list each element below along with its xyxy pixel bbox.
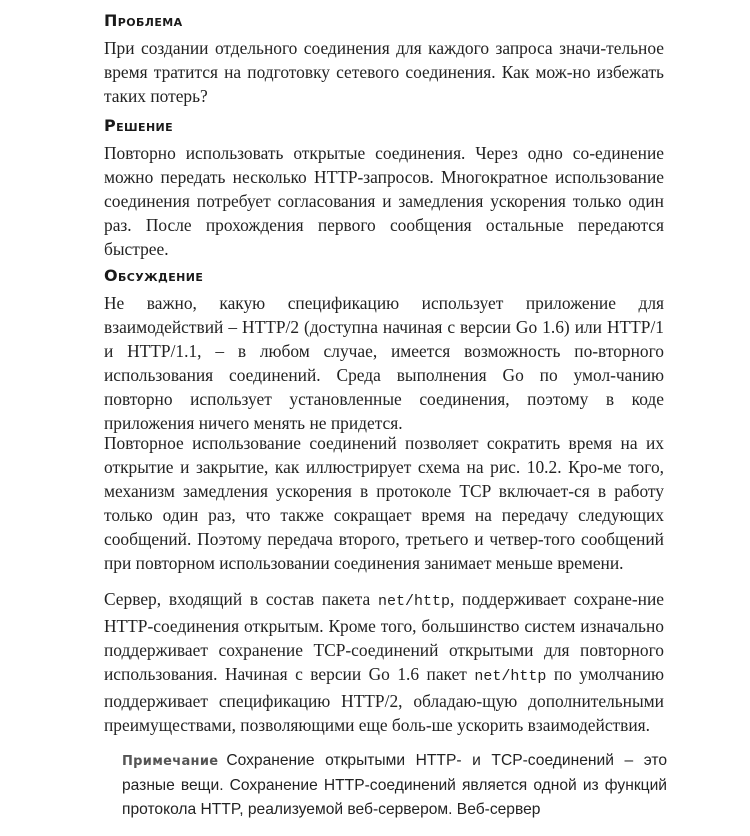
solution-text: Повторно использовать открытые соединения. Через одно со-единение можно передать несколько HTTP-запросов. Многократное использование соединения потребует согласования и замедления ускорения только один раз. После прохождения первого сообщения остальные передаются быстрее. bbox=[104, 143, 664, 259]
discussion-paragraph-3 bbox=[104, 587, 664, 737]
note-label: Примечание bbox=[122, 754, 219, 769]
note-block bbox=[122, 749, 667, 822]
note-text: Сохранение открытыми HTTP- и TCP-соединений – это разные вещи. Сохранение HTTP-соединений является одной из функций протокола HTTP, реализуемой веб-сервером. Веб-сервер bbox=[122, 752, 667, 818]
code-net-http-1: net/http bbox=[377, 593, 450, 610]
discussion-paragraph-3-part-c: по умолчанию поддерживает спецификацию HTTP/2, обладаю-щую дополнительными преимуществами, позволяющими еще боль-ше ускорить взаимодействия. bbox=[104, 664, 664, 735]
discussion-paragraph-3-part-a: Сервер, входящий в состав пакета bbox=[104, 589, 378, 609]
discussion-paragraph-2: Повторное использование соединений позволяет сократить время на их открытие и закрытие, как иллюстрирует схема на рис. 10.2. Кро-ме того, механизм замедления ускорения в протоколе TCP включает-ся в работу только один раз, что также сокращает время на передачу следующих сообщений. Поэтому передача второго, третьего и четвер-того сообщений при повторном использовании соединения занимает меньше времени. bbox=[104, 433, 664, 573]
problem-heading: Проблема bbox=[104, 11, 183, 30]
discussion-heading: Обсуждение bbox=[104, 266, 204, 285]
discussion-paragraph-3-part-b: , поддерживает сохране-ние HTTP-соединения открытым. Кроме того, большинство систем изначально поддерживает сохранение TCP-соединений открытыми для повторного использования. Начиная с версии Go 1.6 пакет bbox=[104, 589, 664, 684]
problem-text: При создании отдельного соединения для каждого запроса значи-тельное время тратится на подготовку сетевого соединения. Как мож-но избежать таких потерь? bbox=[104, 38, 664, 106]
discussion-paragraph-1: Не важно, какую спецификацию использует приложение для взаимодействий – HTTP/2 (доступна начиная с версии Go 1.6) или HTTP/1 и HTTP/1.1, – в любом случае, имеется возможность по-вторного использования соединений. Среда выполнения Go по умол-чанию повторно использует установленные соединения, поэтому в коде приложения ничего менять не придется. bbox=[104, 293, 664, 433]
solution-heading: Решение bbox=[104, 116, 174, 135]
code-net-http-2: net/http bbox=[474, 668, 547, 685]
